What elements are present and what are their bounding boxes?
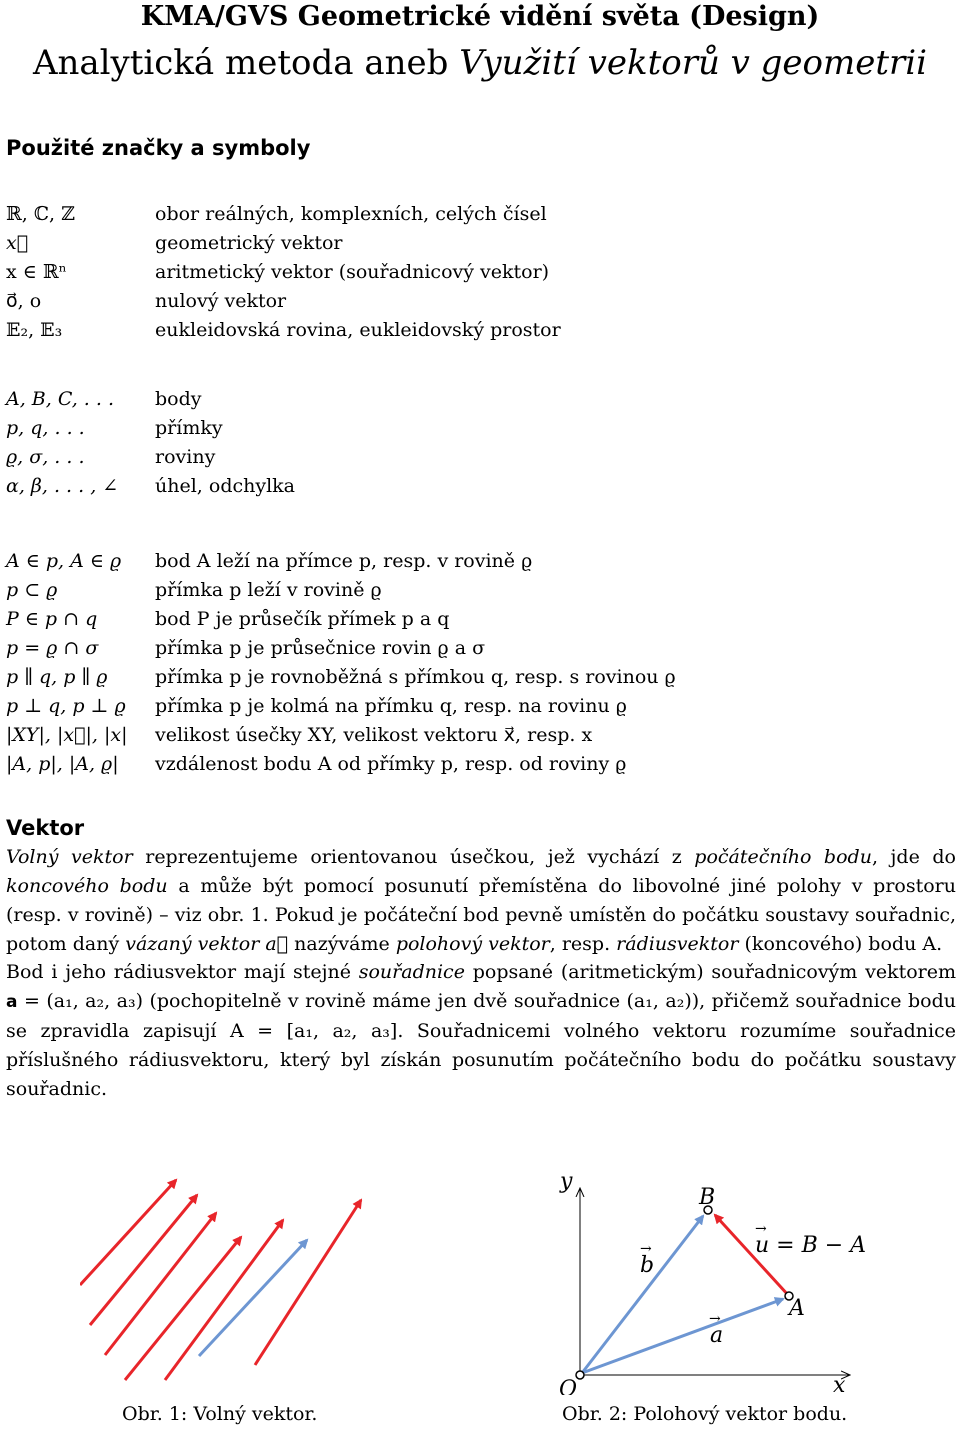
symbol: P ∈ p ∩ q [6,608,98,630]
red-vector [80,1180,176,1285]
term-radiusvektor: rádiusvektor [616,933,739,955]
symbol: ℝ, ℂ, ℤ [6,203,75,225]
document-title: KMA/GVS Geometrické vidění světa (Design) [140,1,820,32]
label-a-point: A [789,1296,805,1321]
symbol-description: geometrický vektor [155,232,343,254]
symbol-description: bod P je průsečík přímek p a q [155,608,450,630]
term-vazany-vektor: vázaný vektor a⃗ [125,933,289,955]
symbol: p ⊂ ϱ [6,579,58,601]
symbol: 𝔼₂, 𝔼₃ [6,319,63,341]
symbol-description: přímka p je průsečnice rovin ϱ a σ [155,637,486,659]
label-b-point: B [699,1185,716,1210]
text-run: , jde do [871,846,956,868]
arrow-over-b: → [640,1241,652,1257]
symbol: |XY|, |x⃗|, |x| [6,724,128,746]
symbol: α, β, . . . , ∠ [6,475,119,497]
symbol-description: přímky [155,417,223,439]
text-run: a může být pomocí posunutí přemístěna do libovolné jiné polohy v prostoru (resp. v rovině) – viz obr. 1. Pokud je počáteční bod pevně umístěn do počátku soustavy souřadnic, potom daný [6,875,956,955]
symbol-description: roviny [155,446,216,468]
symbol: o⃗, o [6,290,42,312]
label-vec-b: b [640,1253,655,1278]
red-vector [165,1220,283,1380]
label-x: x [833,1373,846,1395]
symbol-description: úhel, odchylka [155,475,296,497]
symbol-description: body [155,388,202,410]
symbol-description: aritmetický vektor (souřadnicový vektor) [155,261,550,283]
symbol-description: eukleidovská rovina, eukleidovský prostor [155,319,561,341]
term-polohovy-vektor: polohový vektor [395,933,550,955]
term-koncoveho-bodu: koncového bodu [6,875,168,897]
symbol: p ⊥ q, p ⊥ ϱ [6,695,126,717]
label-vec-u: u = B − A [755,1233,867,1258]
text-run: popsané (aritmetickým) souřadnicovým vektorem [472,961,956,983]
text-run: = (a₁, a₂, a₃) (pochopitelně v rovině máme jen dvě souřadnice (a₁, a₂)), přičemž souřadnice bodu se zpravidla zapisují A = [a₁, a₂, a₃]. Souřadnicemi volného vektoru rozumíme souřadnice příslušného rádiusvektoru, který byl získán posunutím počátečního bodu do počátku soustavy souřadnic. [6,990,956,1100]
figure-1-caption: Obr. 1: Volný vektor. [122,1403,318,1425]
text-run: Bod i jeho rádiusvektor mají stejné [6,961,351,983]
text-run: (koncového) bodu A. [744,933,943,955]
symbols-heading: Použité značky a symboly [6,136,311,160]
symbol: A ∈ p, A ∈ ϱ [6,550,122,572]
subtitle-italic: Využití vektorů v geometrii [459,43,928,83]
symbol: p ∥ q, p ∥ ϱ [6,666,108,688]
symbol-description: přímka p je rovnoběžná s přímkou q, resp. s rovinou ϱ [155,666,676,688]
symbol: |A, p|, |A, ϱ| [6,753,119,775]
subtitle-normal: Analytická metoda aneb [32,43,449,83]
symbol: p = ϱ ∩ σ [6,637,99,659]
symbol-description: nulový vektor [155,290,287,312]
bold-vector-a: a [6,992,18,1012]
figure-2-caption: Obr. 2: Polohový vektor bodu. [562,1403,848,1425]
figure-1-free-vectors [80,1160,410,1385]
symbol-description: vzdálenost bodu A od přímky p, resp. od roviny ϱ [155,753,627,775]
arrow-over-a: → [709,1311,721,1327]
vektor-paragraph-1 [6,843,956,959]
label-o: O [559,1377,578,1395]
point-o [576,1371,584,1379]
symbol-description: bod A leží na přímce p, resp. v rovině ϱ [155,550,533,572]
term-pocatecniho-bodu: počátečního bodu [694,846,872,868]
text-run: , resp. [549,933,611,955]
symbol-description: obor reálných, komplexních, celých čísel [155,203,547,225]
label-vec-a: a [710,1323,724,1348]
figure-2-position-vector [545,1160,890,1395]
symbol: x ∈ ℝⁿ [6,261,67,283]
text-run: nazýváme [294,933,390,955]
symbol: x⃗ [6,232,29,254]
blue-vector [199,1240,307,1356]
term-souradnice: souřadnice [358,961,465,983]
symbol: A, B, C, . . . [6,388,114,410]
symbol-description: přímka p leží v rovině ϱ [155,579,382,601]
label-y: y [560,1169,573,1194]
arrow-over-u: → [755,1221,767,1237]
symbol-description: přímka p je kolmá na přímku q, resp. na rovinu ϱ [155,695,627,717]
document-subtitle [0,38,960,88]
symbol-description: velikost úsečky XY, velikost vektoru x⃗, resp. x [155,724,593,746]
red-vector [255,1200,361,1365]
vektor-paragraph-2 [6,958,956,1104]
vektor-heading: Vektor [6,816,85,840]
term-volny-vektor: Volný vektor [6,846,133,868]
symbol: ϱ, σ, . . . [6,446,85,468]
symbol: p, q, . . . [6,417,85,439]
text-run: reprezentujeme orientovanou úsečkou, jež vychází z [145,846,682,868]
